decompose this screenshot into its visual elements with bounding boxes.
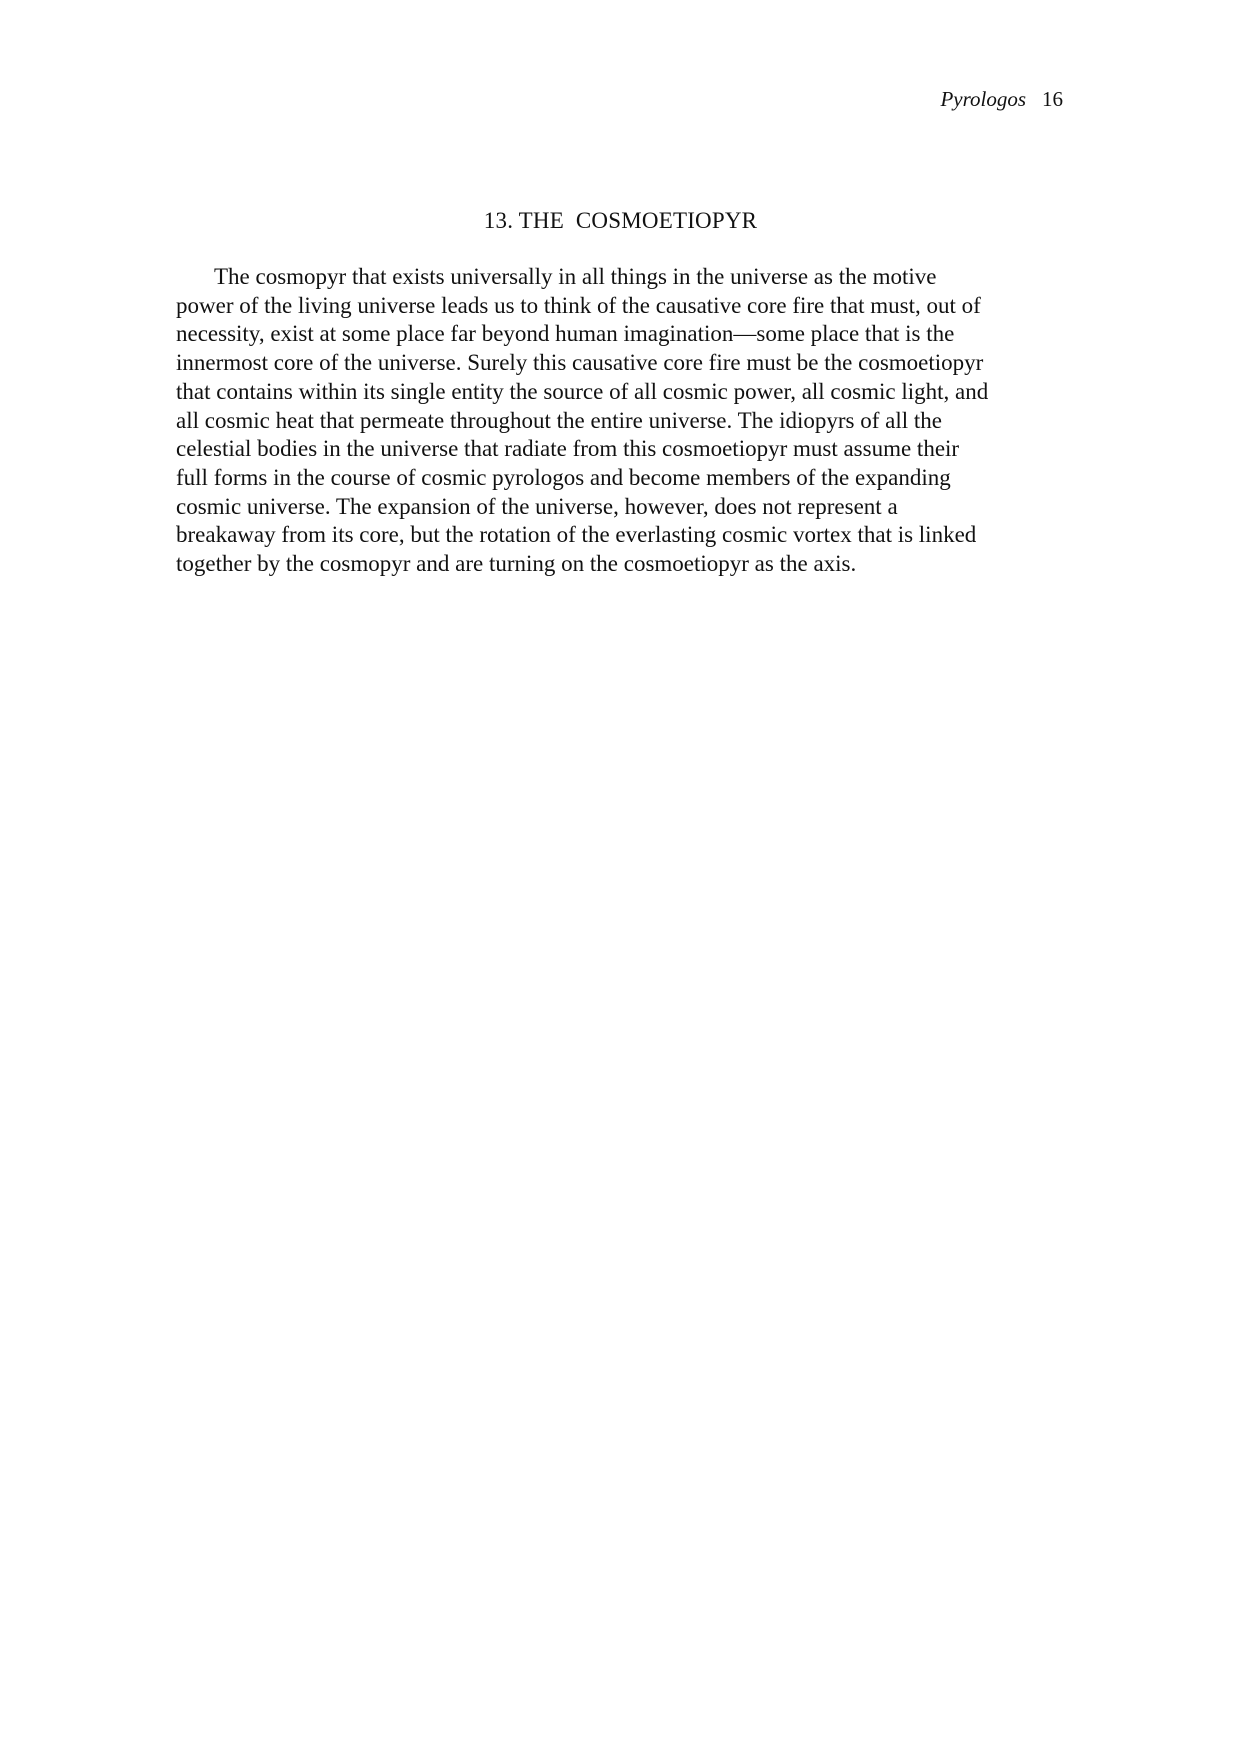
running-header <box>940 86 1063 112</box>
book-title: Pyrologos <box>940 87 1026 111</box>
paragraph-line: The cosmopyr that exists universally in all things in the universe as the motive <box>214 264 937 289</box>
paragraph-line: breakaway from its core, but the rotation of the everlasting cosmic vortex that is linked <box>176 522 977 548</box>
paragraph-line: celestial bodies in the universe that radiate from this cosmoetiopyr must assume their <box>176 436 960 462</box>
paragraph-line: all cosmic heat that permeate throughout the entire universe. The idiopyrs of all the <box>176 407 942 433</box>
page-number: 16 <box>1042 87 1063 111</box>
paragraph-line: full forms in the course of cosmic pyrologos and become members of the expanding <box>176 464 951 490</box>
paragraph-line: that contains within its single entity the source of all cosmic power, all cosmic light, and <box>176 378 989 404</box>
body-paragraph <box>176 263 1066 579</box>
paragraph-line: innermost core of the universe. Surely this causative core fire must be the cosmoetiopyr <box>176 350 984 376</box>
paragraph-line: power of the living universe leads us to think of the causative core fire that must, out of <box>176 292 981 318</box>
paragraph-line: necessity, exist at some place far beyond human imagination—some place that is the <box>176 321 955 347</box>
chapter-heading: 13. THE COSMOETIOPYR <box>483 208 758 233</box>
paragraph-line: together by the cosmopyr and are turning on the cosmoetiopyr as the axis. <box>176 551 857 577</box>
paragraph-line: cosmic universe. The expansion of the universe, however, does not represent a <box>176 493 898 519</box>
